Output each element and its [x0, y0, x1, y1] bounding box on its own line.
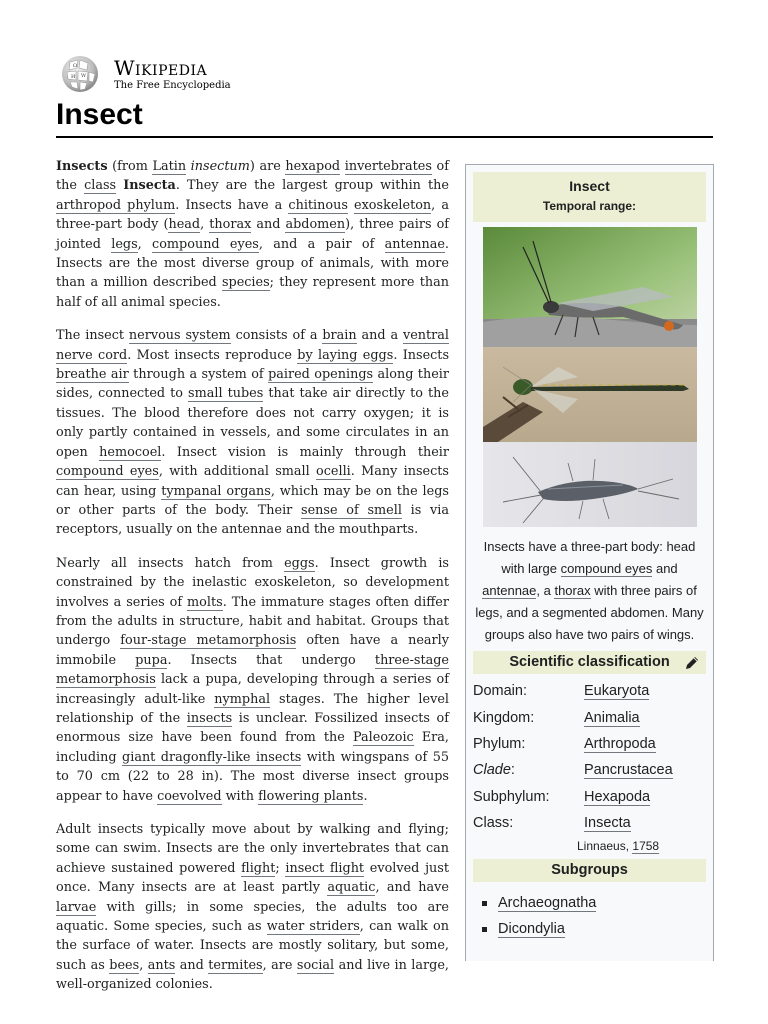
taxonomy-rank: Domain:: [473, 683, 527, 700]
inline-link[interactable]: brain: [322, 328, 357, 344]
paragraph-behavior: Adult insects typically move about by walking and flying; some can swim. Insects are the only invertebrates that can achieve sustained powered flight; insect flight evolved just once. Many insects are at least partly aquatic, and have larvae with gills; in some species, the adults too are aquatic. Some species, such as water striders, can walk on the surface of water. Insects are mostly solitary, but some, such as bees, ants and termites, are social and live in large, well-organized colonies.: [56, 822, 449, 993]
site-header: [56, 52, 256, 96]
inline-link[interactable]: arthropod phylum: [56, 197, 176, 213]
inline-link[interactable]: abdomen: [285, 217, 346, 233]
inline-link[interactable]: three-stage metamorphosis: [56, 652, 449, 688]
subgroup-item: [474, 890, 713, 916]
inline-link[interactable]: antennae: [482, 583, 537, 598]
wikipedia-globe-logo[interactable]: [56, 54, 104, 94]
svg-text:W: W: [81, 73, 87, 79]
subgroups-header: Subgroups: [473, 859, 706, 882]
taxonomy-value-link[interactable]: Pancrustacea: [584, 762, 673, 779]
inline-link[interactable]: ocelli: [316, 464, 351, 480]
taxonomy-rank: Clade:: [473, 762, 515, 779]
taxon-authority: Linnaeus, 1758: [577, 839, 660, 854]
inline-link[interactable]: nymphal: [214, 691, 271, 707]
taxonomy-value-cell: [584, 678, 706, 704]
inline-link[interactable]: insect flight: [285, 860, 365, 876]
site-wordmark[interactable]: Wikipedia: [114, 56, 208, 80]
insect-photo-montage[interactable]: [483, 227, 697, 527]
article-body: [56, 157, 450, 993]
authority-year-link[interactable]: 1758: [632, 839, 660, 854]
inline-link[interactable]: pupa: [135, 652, 168, 668]
inline-link[interactable]: breathe air: [56, 367, 129, 383]
taxonomy-value-link[interactable]: Arthropoda: [584, 735, 656, 752]
infobox-header: [473, 172, 706, 222]
inline-link[interactable]: ants: [147, 957, 176, 973]
page-title: Insect: [56, 96, 713, 138]
paragraph-development: Nearly all insects hatch from eggs. Insect growth is constrained by the inelastic exoskeleton, so development involves a series of molts. The immature stages often differ from the adults in structure, habit and habitat. Groups that undergo four-stage metamorphosis often have a nearly immobile pupa. Insects that undergo three-stage metamorphosis lack a pupa, developing through a series of increasingly adult-like nymphal stages. The higher level relationship of the insects is unclear. Fossilized insects of enormous size have been found from the Paleozoic Era, including giant dragonfly-like insects with wingspans of 55 to 70 cm (22 to 28 in). The most diverse insect groups appear to have coevolved with flowering plants.: [56, 555, 450, 804]
taxonomy-value-cell: [584, 704, 706, 730]
inline-link[interactable]: social: [296, 957, 335, 973]
inline-link[interactable]: nervous system: [128, 328, 231, 344]
taxonomy-row: [473, 731, 706, 757]
inline-link[interactable]: legs: [111, 236, 138, 252]
inline-link[interactable]: aquatic: [327, 880, 376, 896]
svg-text:И: И: [71, 74, 76, 80]
inline-link[interactable]: compound eyes: [152, 236, 259, 252]
authority-name: Linnaeus: [577, 839, 626, 854]
taxonomy-table: [473, 678, 706, 836]
scorpionfly-photo: [483, 227, 697, 347]
infobox-caption: Insects have a three-part body: head with large compound eyes and antennae, a thorax with three pairs of legs, and a segmented abdomen. Many groups also have two pairs of wings.: [475, 539, 704, 642]
taxonomy-value-link[interactable]: Eukaryota: [584, 683, 650, 700]
inline-link[interactable]: thorax: [209, 217, 252, 233]
infobox: [465, 164, 714, 961]
taxonomy-row: [473, 810, 706, 836]
inline-link[interactable]: antennae: [384, 236, 445, 252]
taxonomy-rank: Subphylum:: [473, 788, 550, 805]
inline-link[interactable]: coevolved: [157, 788, 222, 804]
inline-link[interactable]: class: [84, 178, 117, 194]
temporal-range-label: Temporal range:: [542, 199, 637, 213]
taxonomy-row: [473, 678, 706, 704]
inline-link[interactable]: tympanal organs: [161, 483, 271, 499]
inline-link[interactable]: head: [168, 217, 201, 233]
taxonomy-rank: Class:: [473, 815, 514, 832]
inline-link[interactable]: larvae: [56, 899, 97, 915]
inline-link[interactable]: water striders: [266, 919, 360, 935]
inline-link[interactable]: by laying eggs: [297, 347, 394, 363]
inline-link[interactable]: ventral nerve cord: [56, 328, 449, 363]
taxonomy-value-cell: [584, 810, 706, 836]
inline-link[interactable]: giant dragonfly-like insects: [122, 749, 302, 765]
inline-link[interactable]: small tubes: [188, 386, 264, 402]
inline-link[interactable]: thorax: [554, 583, 591, 598]
inline-link[interactable]: hexapod: [285, 159, 341, 174]
subgroup-link[interactable]: Archaeognatha: [498, 895, 597, 912]
bold-term: Insects: [56, 159, 108, 174]
inline-link[interactable]: four-stage metamorphosis: [120, 633, 297, 649]
taxonomy-value-cell: [584, 757, 706, 783]
taxonomy-row: [473, 704, 706, 730]
inline-link[interactable]: chitinous: [288, 197, 348, 213]
inline-link[interactable]: paired openings: [268, 367, 374, 383]
italic-term: insectum: [190, 159, 250, 174]
inline-link[interactable]: eggs: [284, 555, 315, 571]
silverfish-photo: [483, 442, 697, 527]
infobox-title: Insect: [569, 178, 610, 194]
inline-link[interactable]: hemocoel: [99, 444, 162, 460]
inline-link[interactable]: sense of smell: [301, 502, 402, 518]
site-tagline: The Free Encyclopedia: [114, 80, 231, 91]
taxonomy-value-link[interactable]: Hexapoda: [584, 788, 651, 805]
bold-term: Insecta: [123, 178, 176, 194]
svg-text:Ω: Ω: [73, 63, 78, 69]
pencil-edit-icon[interactable]: [684, 655, 700, 671]
inline-link[interactable]: Latin: [152, 159, 187, 174]
taxonomy-rank: Phylum:: [473, 735, 526, 752]
taxonomy-value-cell: [584, 784, 706, 810]
inline-link[interactable]: molts: [187, 594, 223, 610]
paragraph-intro: Insects (from Latin insectum) are hexapod invertebrates of the class Insecta. They are the largest group within the arthropod phylum. Insects have a chitinous exoskeleton, a three-part body (head, thorax and abdomen), three pairs of jointed legs, compound eyes, and a pair of antennae. Insects are the most diverse group of animals, with more than a million described species; they represent more than half of all animal species.: [56, 159, 450, 310]
taxonomy-value-link[interactable]: Insecta: [584, 815, 631, 832]
inline-link[interactable]: flight: [241, 860, 276, 876]
subgroup-link[interactable]: Dicondylia: [498, 921, 565, 938]
inline-link[interactable]: exoskeleton: [354, 197, 432, 213]
dragonfly-photo: [483, 347, 697, 442]
subgroup-item: [474, 916, 713, 942]
inline-link[interactable]: compound eyes: [56, 464, 159, 480]
inline-link[interactable]: invertebrates: [344, 159, 432, 174]
scientific-classification-label: Scientific classification: [509, 654, 670, 670]
taxonomy-value-link[interactable]: Animalia: [584, 709, 640, 726]
inline-link[interactable]: termites: [208, 957, 263, 973]
taxonomy-rank: Kingdom:: [473, 709, 535, 726]
inline-link[interactable]: species: [221, 275, 270, 291]
inline-link[interactable]: bees: [109, 957, 140, 973]
taxonomy-row: [473, 784, 706, 810]
inline-link[interactable]: compound eyes: [560, 561, 653, 576]
inline-link[interactable]: insects: [186, 710, 233, 726]
taxonomy-value-cell: [584, 731, 706, 757]
inline-link[interactable]: Paleozoic: [352, 730, 414, 746]
scientific-classification-header: [473, 651, 706, 674]
taxonomy-row: [473, 757, 706, 783]
subgroups-list: [474, 890, 713, 942]
paragraph-anatomy: The insect nervous system consists of a brain and a ventral nerve cord. Most insects reproduce by laying eggs. Insects breathe air through a system of paired openings along their sides, connected to small tubes that take air directly to the tissues. The blood therefore does not carry oxygen; it is only partly contained in vessels, and some circulates in an open hemocoel. Insect vision is mainly through their compound eyes, with additional small ocelli. Many insects can hear, using tympanal organs, which may be on the legs or other parts of the body. Their sense of smell is via receptors, usually on the antennae and the mouthparts.: [56, 328, 450, 538]
inline-link[interactable]: flowering plants: [258, 788, 364, 804]
